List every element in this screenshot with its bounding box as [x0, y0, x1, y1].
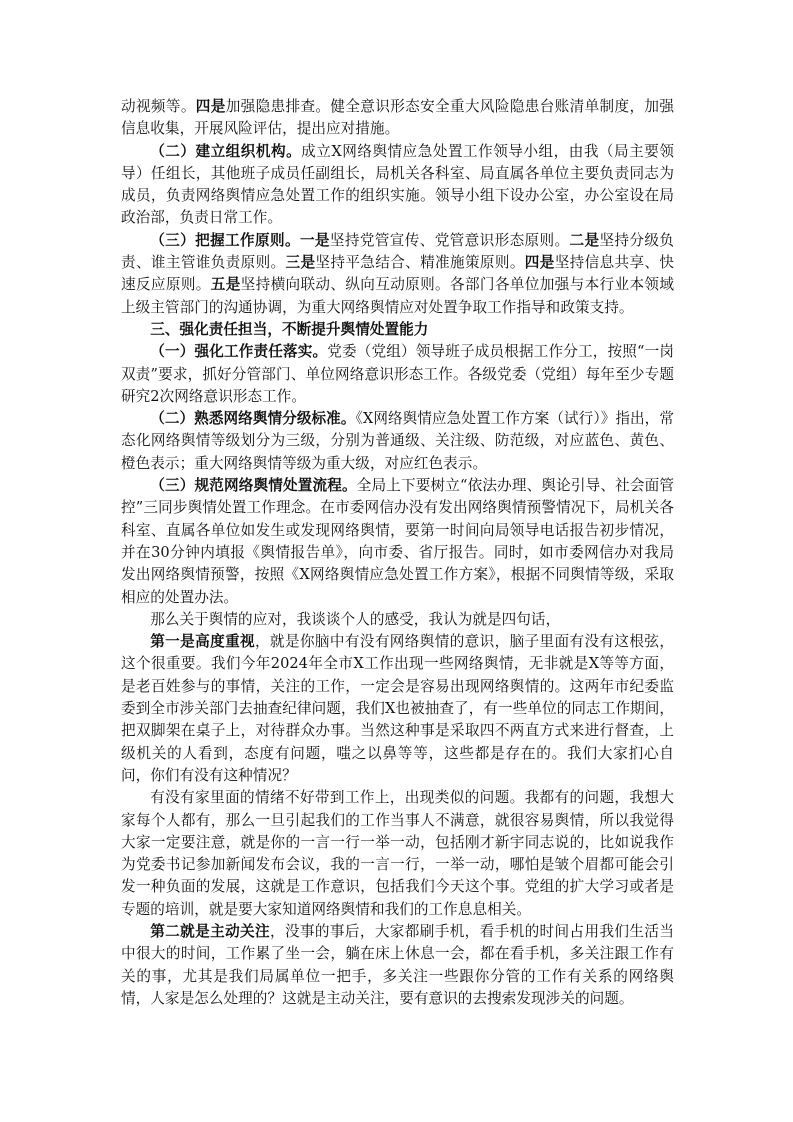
paragraph — [121, 230, 674, 319]
bold-text-run: 二是 — [569, 231, 600, 249]
bold-text-run: （二）建立组织机构。 — [150, 142, 302, 160]
text-run: 党委（党组）领导班子成员根据工作分工，按照“一岗双责”要求，抓好分管部门、单位网络意识形态工作。各级党委（党组）每年至少专题研究2次网络意识形态工作。 — [121, 343, 674, 405]
document-body — [121, 96, 674, 1010]
text-run: 《X网络舆情应急处置工作方案（试行）》指出，常态化网络舆情等级划分为三级，分别为普通级、关注级、防范级，对应蓝色、黄色、橙色表示；重大网络舆情等级为重大级，对应红色表示。 — [121, 410, 674, 472]
bold-text-run: 五是 — [210, 276, 241, 294]
text-run: 动视频等。 — [121, 98, 196, 115]
section-heading — [121, 319, 674, 341]
paragraph — [121, 141, 674, 230]
bold-text-run: 第一是高度重视 — [150, 633, 256, 651]
bold-text-run: 一是 — [299, 231, 330, 249]
text-run: 坚持党管宣传、党管意识形态原则。 — [329, 231, 570, 249]
text-run: 全局上下要树立“依法办理、舆论引导、社会面管控”三同步舆情处置工作理念。在市委网信办没有发出网络舆情预警情况下，局机关各科室、直属各单位如发生或发现网络舆情，要第一时间向局领导电话报告初步情况，并在30分钟内填报《舆情报告单》，向市委、省厅报告。同时，如市委网信办对我局发出网络舆情预警，按照《X网络舆情应急处置工作方案》，根据不同舆情等级，采取相应的处置办法。 — [121, 477, 675, 606]
bold-text-run: 三是 — [285, 254, 316, 272]
text-run: 坚持信息共享、快速反应原则。 — [121, 254, 675, 294]
text-run: 三、强化责任担当，不断提升舆情处置能力 — [150, 320, 429, 338]
bold-text-run: （一）强化工作责任落实。 — [150, 343, 328, 361]
paragraph — [121, 921, 674, 1010]
bold-text-run: 第二就是主动关注 — [150, 922, 270, 940]
bold-text-run: 四是 — [195, 98, 226, 115]
bold-text-run: （三）规范网络舆情处置流程。 — [150, 477, 357, 495]
text-run: 坚持平急结合、精准施策原则。 — [315, 254, 525, 272]
paragraph — [121, 609, 674, 631]
text-run: 加强隐患排查。健全意识形态安全重大风险隐患台账清单制度，加强信息收集，开展风险评估，提出应对措施。 — [121, 98, 674, 138]
bold-text-run: （三）把握工作原则。 — [150, 231, 300, 249]
text-run: 坚持横向联动、纵向互动原则。各部门各单位加强与本行业本领域上级主管部门的沟通协调，为重大网络舆情应对处置争取工作指导和政策支持。 — [121, 276, 675, 316]
paragraph — [121, 475, 674, 609]
paragraph — [121, 408, 674, 475]
text-run: 有没有家里面的情绪不好带到工作上，出现类似的问题。我都有的问题，我想大家每个人都有，那么一旦引起我们的工作当事人不满意，就很容易舆情，所以我觉得大家一定要注意，就是你的一言一行一举一动，包括刚才新宇同志说的，比如说我作为党委书记参加新闻发布会议，我的一言一行，一举一动，哪怕是皱个眉都可能会引发一种负面的发展，这就是工作意识，包括我们今天这个事。党组的扩大学习或者是专题的培训，就是要大家知道网络舆情和我们的工作息息相关。 — [121, 789, 674, 918]
paragraph — [121, 341, 674, 408]
text-run: 成立X网络舆情应急处置工作领导小组，由我（局主要领导）任组长，其他班子成员任副组长，局机关各科室、局直属各单位主要负责同志为成员，负责网络舆情应急处置工作的组织实施。领导小组下设办公室，办公室设在局政治部，负责日常工作。 — [121, 142, 674, 227]
text-run: ，没事的事后，大家都刷手机，看手机的时间占用我们生活当中很大的时间，工作累了坐一会，躺在床上休息一会，都在看手机，多关注跟工作有关的事，尤其是我们局属单位一把手，多关注一些跟你分管的工作有关系的网络舆情，人家是怎么处理的？这就是主动关注，要有意识的去搜索发现涉关的问题。 — [121, 922, 674, 1007]
text-run: ，就是你脑中有没有网络舆情的意识，脑子里面有没有这根弦，这个很重要。我们今年2024年全市X工作出现一些网络舆情，无非就是X等等方面，是老百姓参与的事情，关注的工作，一定会是容易出现网络舆情的。这两年市纪委监委到全市涉关部门去抽查纪律问题，我们X也被抽查了，有一些单位的同志工作期间，把双脚架在桌子上，对待群众办事。当然这种事是采取四不两直方式来进行督查，上级机关的人看到，态度有问题，嗤之以鼻等等，这些都是存在的。我们大家扪心自问，你们有没有这种情况？ — [121, 633, 674, 784]
text-run: 坚持分级负责、谁主管谁负责原则。 — [121, 231, 674, 272]
text-run: 那么关于舆情的应对，我谈谈个人的感受，我认为就是四句话， — [150, 610, 561, 628]
bold-text-run: （二）熟悉网络舆情分级标准。 — [150, 410, 356, 428]
bold-text-run: 四是 — [524, 254, 555, 272]
paragraph — [121, 631, 674, 787]
paragraph — [121, 96, 674, 141]
paragraph — [121, 787, 674, 921]
